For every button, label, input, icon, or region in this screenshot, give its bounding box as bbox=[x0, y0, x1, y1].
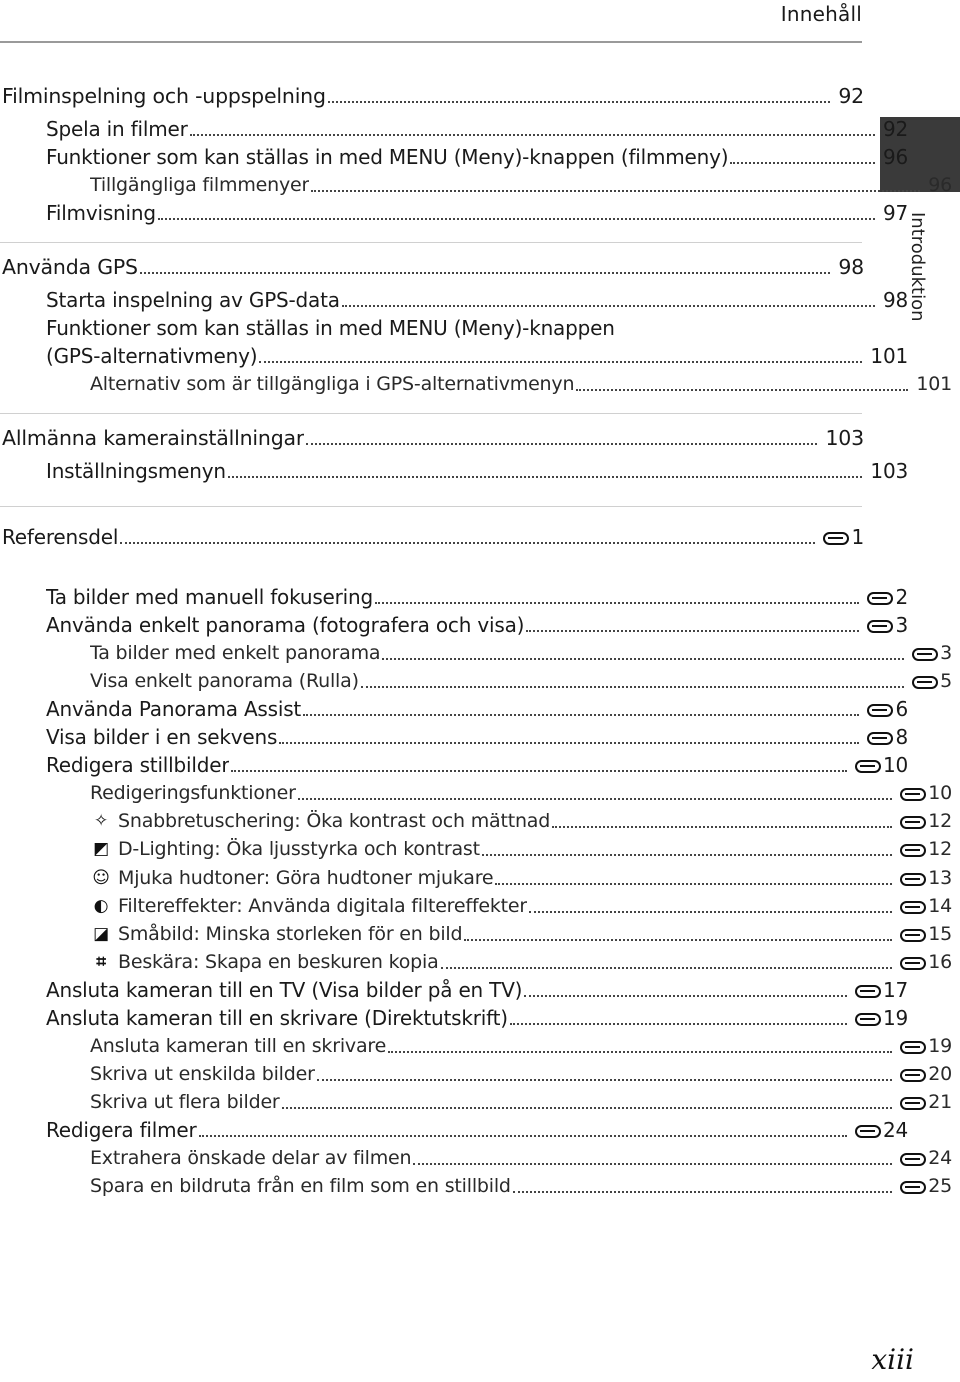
toc-entry-label: Extrahera önskade delar av filmen bbox=[90, 1147, 412, 1169]
toc-entry[interactable] bbox=[0, 422, 864, 450]
toc-entry[interactable] bbox=[0, 637, 952, 665]
leader-dots bbox=[259, 360, 862, 363]
toc-entry-page: 97 bbox=[882, 201, 908, 225]
section-separator bbox=[0, 242, 862, 243]
toc-entry-label: D-Lighting: Öka ljusstyrka och kontrast bbox=[118, 838, 480, 860]
reference-section-icon bbox=[900, 1097, 926, 1110]
leader-dots bbox=[513, 1190, 892, 1193]
section-separator bbox=[0, 506, 862, 507]
leader-dots bbox=[282, 1106, 893, 1109]
leader-dots bbox=[526, 629, 859, 632]
toc-entry-page: 2 bbox=[867, 585, 908, 609]
toc-entry[interactable] bbox=[0, 197, 908, 225]
leader-dots bbox=[279, 741, 859, 744]
toc-entry-label: Filtereffekter: Använda digitala filtereffekter bbox=[118, 895, 527, 917]
reference-section-icon bbox=[900, 957, 926, 970]
leader-dots bbox=[140, 271, 830, 274]
leader-dots bbox=[190, 133, 875, 136]
toc-entry-page: 21 bbox=[900, 1090, 952, 1114]
toc-entry-label: Spara en bildruta från en film som en stillbild bbox=[90, 1175, 511, 1197]
leader-dots bbox=[529, 910, 892, 913]
toc-entry[interactable] bbox=[0, 918, 952, 946]
toc-entry[interactable] bbox=[0, 721, 908, 749]
leader-dots bbox=[382, 657, 904, 660]
toc-entry[interactable] bbox=[0, 251, 864, 279]
leader-dots bbox=[328, 100, 831, 103]
toc-entry[interactable] bbox=[0, 581, 908, 609]
footer-page-number: xiii bbox=[871, 1343, 914, 1376]
toc-entry[interactable] bbox=[0, 862, 952, 890]
toc-entry-label: Småbild: Minska storleken för en bild bbox=[118, 923, 463, 945]
toc-entry[interactable] bbox=[0, 1114, 908, 1142]
toc-entry-page: 15 bbox=[900, 922, 952, 946]
section-separator bbox=[0, 413, 862, 414]
toc-entry-label: Använda GPS bbox=[2, 255, 138, 279]
toc-entry-label: Ta bilder med enkelt panorama bbox=[90, 642, 381, 664]
toc-entry-page: 96 bbox=[928, 174, 952, 196]
toc-entry[interactable] bbox=[0, 368, 952, 396]
toc-entry[interactable] bbox=[0, 521, 864, 549]
toc-entry-page: 24 bbox=[855, 1118, 908, 1142]
reference-section-icon bbox=[855, 1013, 881, 1026]
reference-section-icon bbox=[900, 1181, 926, 1194]
toc-entry-label: Redigera filmer bbox=[46, 1118, 197, 1142]
toc-entry-label: Ta bilder med manuell fokusering bbox=[46, 585, 374, 609]
leader-dots bbox=[306, 442, 817, 445]
leader-dots bbox=[576, 388, 908, 391]
header-rule bbox=[0, 41, 862, 43]
toc-entry[interactable] bbox=[0, 284, 908, 312]
toc-entry-page: 8 bbox=[867, 725, 908, 749]
toc-entry[interactable] bbox=[0, 665, 952, 693]
quick-retouch-icon: ✧ bbox=[93, 811, 109, 831]
toc-entry-page: 12 bbox=[900, 809, 952, 833]
toc-entry-label: Ansluta kameran till en TV (Visa bilder på en TV) bbox=[46, 978, 523, 1002]
toc-entry-page: 96 bbox=[882, 145, 908, 169]
toc-entry-page: 98 bbox=[838, 255, 864, 279]
reference-section-icon bbox=[900, 788, 926, 801]
toc-entry[interactable] bbox=[0, 312, 908, 340]
toc-entry-page: 101 bbox=[916, 373, 952, 395]
reference-section-icon bbox=[912, 676, 938, 689]
toc-entry[interactable] bbox=[0, 340, 908, 368]
leader-dots bbox=[552, 825, 892, 828]
reference-section-icon bbox=[912, 648, 938, 661]
leader-dots bbox=[524, 994, 847, 997]
toc-entry-page: 98 bbox=[882, 288, 908, 312]
toc-entry[interactable] bbox=[0, 1002, 908, 1030]
leader-dots bbox=[730, 161, 875, 164]
toc-entry-label: Visa enkelt panorama (Rulla) bbox=[90, 670, 359, 692]
leader-dots bbox=[361, 685, 904, 688]
toc-entry-page: 10 bbox=[855, 753, 908, 777]
toc-entry-page: 17 bbox=[855, 978, 908, 1002]
toc-entry-label: Funktioner som kan ställas in med MENU (Meny)-knappen bbox=[46, 316, 615, 340]
reference-section-icon bbox=[867, 620, 893, 633]
toc-entry-page: 6 bbox=[867, 697, 908, 721]
leader-dots bbox=[342, 304, 875, 307]
leader-dots bbox=[298, 797, 893, 800]
reference-section-icon bbox=[855, 985, 881, 998]
toc-entry-page: 19 bbox=[900, 1034, 952, 1058]
leader-dots bbox=[311, 189, 920, 192]
reference-section-icon bbox=[900, 1153, 926, 1166]
page-header-title: Innehåll bbox=[780, 2, 862, 26]
reference-section-icon bbox=[900, 844, 926, 857]
leader-dots bbox=[413, 1162, 892, 1165]
toc-entry-page: 92 bbox=[838, 84, 864, 108]
leader-dots bbox=[464, 938, 892, 941]
toc-entry-label: Använda enkelt panorama (fotografera och visa) bbox=[46, 613, 525, 637]
d-lighting-icon: ◩ bbox=[93, 839, 109, 859]
toc-entry-label: Ansluta kameran till en skrivare bbox=[90, 1035, 387, 1057]
toc-entry-page: 3 bbox=[912, 641, 952, 665]
leader-dots bbox=[482, 853, 892, 856]
toc-entry-label: Inställningsmenyn bbox=[46, 459, 226, 483]
reference-section-icon bbox=[900, 1069, 926, 1082]
toc-entry-label: Beskära: Skapa en beskuren kopia bbox=[118, 951, 439, 973]
crop-icon: ⌗ bbox=[96, 952, 106, 972]
toc-entry[interactable] bbox=[0, 80, 864, 108]
toc-entry[interactable] bbox=[0, 805, 952, 833]
reference-section-icon bbox=[900, 816, 926, 829]
toc-entry-label: (GPS-alternativmeny) bbox=[46, 344, 258, 368]
toc-entry-label: Starta inspelning av GPS-data bbox=[46, 288, 340, 312]
toc-entry-label: Redigeringsfunktioner bbox=[90, 782, 296, 804]
leader-dots bbox=[199, 1134, 847, 1137]
toc-entry-label: Mjuka hudtoner: Göra hudtoner mjukare bbox=[118, 867, 494, 889]
toc-entry-label: Filmvisning bbox=[46, 201, 156, 225]
leader-dots bbox=[303, 713, 859, 716]
leader-dots bbox=[158, 217, 875, 220]
toc-entry-page: 3 bbox=[867, 613, 908, 637]
toc-entry-page: 10 bbox=[900, 781, 952, 805]
leader-dots bbox=[495, 882, 892, 885]
toc-entry-page: 1 bbox=[823, 525, 864, 549]
toc-entry-page: 25 bbox=[900, 1174, 952, 1198]
toc-entry-page: 5 bbox=[912, 669, 952, 693]
toc-entry-page: 14 bbox=[900, 894, 952, 918]
toc-entry[interactable] bbox=[0, 890, 952, 918]
toc-entry-label: Visa bilder i en sekvens bbox=[46, 725, 278, 749]
toc-entry[interactable] bbox=[0, 1142, 952, 1170]
reference-section-icon bbox=[867, 732, 893, 745]
reference-section-icon bbox=[900, 929, 926, 942]
toc-entry-label: Spela in filmer bbox=[46, 117, 188, 141]
toc-entry-label: Använda Panorama Assist bbox=[46, 697, 302, 721]
toc-entry-label: Funktioner som kan ställas in med MENU (Meny)-knappen (filmmeny) bbox=[46, 145, 729, 169]
toc-entry[interactable] bbox=[0, 169, 952, 197]
toc-entry[interactable] bbox=[0, 1058, 952, 1086]
reference-section-icon bbox=[900, 1041, 926, 1054]
small-picture-icon: ◪ bbox=[93, 924, 109, 944]
toc-entry[interactable] bbox=[0, 749, 908, 777]
toc-entry[interactable] bbox=[0, 455, 908, 483]
reference-section-icon bbox=[823, 532, 849, 545]
toc-entry-label: Alternativ som är tillgängliga i GPS-alternativmenyn bbox=[90, 373, 575, 395]
filter-effects-icon: ◐ bbox=[93, 896, 109, 916]
reference-section-icon bbox=[900, 873, 926, 886]
toc-entry-page: 92 bbox=[882, 117, 908, 141]
leader-dots bbox=[231, 769, 847, 772]
toc-entry[interactable] bbox=[0, 1170, 952, 1198]
toc-entry[interactable] bbox=[0, 1030, 952, 1058]
toc-entry-page: 24 bbox=[900, 1146, 952, 1170]
leader-dots bbox=[388, 1050, 892, 1053]
toc-entry[interactable] bbox=[0, 1086, 952, 1114]
toc-entry-page: 16 bbox=[900, 950, 952, 974]
toc-entry-page: 101 bbox=[870, 344, 908, 368]
toc-entry-label: Filminspelning och -uppspelning bbox=[2, 84, 326, 108]
toc-entry[interactable] bbox=[0, 777, 952, 805]
toc-entry[interactable] bbox=[0, 946, 952, 974]
toc-entry-label: Skriva ut enskilda bilder bbox=[90, 1063, 315, 1085]
toc-entry-page: 20 bbox=[900, 1062, 952, 1086]
toc-entry[interactable] bbox=[0, 833, 952, 861]
toc-entry[interactable] bbox=[0, 974, 908, 1002]
toc-entry-page: 12 bbox=[900, 837, 952, 861]
toc-entry[interactable] bbox=[0, 693, 908, 721]
skin-softening-icon: ☺ bbox=[92, 868, 110, 888]
reference-section-icon bbox=[900, 901, 926, 914]
reference-section-icon bbox=[867, 592, 893, 605]
leader-dots bbox=[510, 1022, 847, 1025]
toc-entry-page: 103 bbox=[870, 459, 908, 483]
toc-entry[interactable] bbox=[0, 141, 908, 169]
side-tab-label: Introduktion bbox=[907, 212, 928, 322]
toc-entry-label: Snabbretuschering: Öka kontrast och mättnad bbox=[118, 810, 551, 832]
toc-entry-page: 103 bbox=[825, 426, 864, 450]
toc-entry-page: 13 bbox=[900, 866, 952, 890]
leader-dots bbox=[441, 966, 893, 969]
reference-section-icon bbox=[855, 1125, 881, 1138]
leader-dots bbox=[317, 1078, 892, 1081]
leader-dots bbox=[375, 601, 859, 604]
reference-section-icon bbox=[867, 704, 893, 717]
toc-entry[interactable] bbox=[0, 113, 908, 141]
toc-entry-label: Tillgängliga filmmenyer bbox=[90, 174, 310, 196]
toc-entry[interactable] bbox=[0, 609, 908, 637]
leader-dots bbox=[228, 475, 863, 478]
toc-entry-label: Referensdel bbox=[2, 525, 119, 549]
toc-entry-label: Redigera stillbilder bbox=[46, 753, 230, 777]
toc-entry-page: 19 bbox=[855, 1006, 908, 1030]
leader-dots bbox=[120, 541, 815, 544]
toc-entry-label: Skriva ut flera bilder bbox=[90, 1091, 280, 1113]
toc-entry-label: Allmänna kamerainställningar bbox=[2, 426, 305, 450]
toc-entry-label: Ansluta kameran till en skrivare (Direktutskrift) bbox=[46, 1006, 508, 1030]
reference-section-icon bbox=[855, 760, 881, 773]
